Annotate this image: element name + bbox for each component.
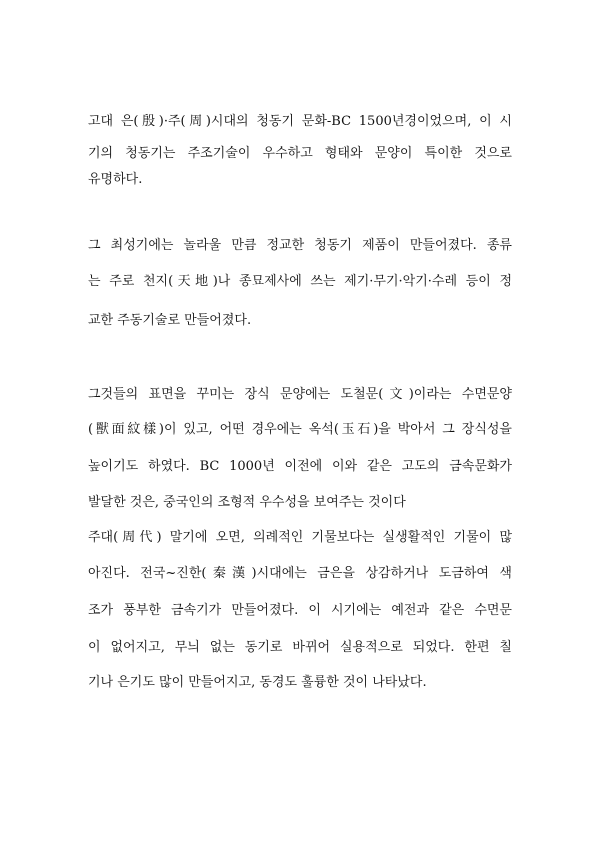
- paragraph-3-line-6: 아진다. 전국~진한(秦漢)시대에는 금은을 상감하거나 도금하여 색: [88, 566, 512, 581]
- paragraph-1-line-3: 유명하다.: [88, 172, 143, 187]
- paragraph-3-line-4: 발달한 것은, 중국인의 조형적 우수성을 보여주는 것이다: [88, 495, 406, 510]
- paragraph-2-line-1: 그 최성기에는 놀라울 만큼 정교한 청동기 제품이 만들어졌다. 종류: [88, 238, 512, 253]
- paragraph-2-line-3: 교한 주동기술로 만들어졌다.: [88, 313, 252, 328]
- paragraph-3-line-1: 그것들의 표면을 꾸미는 장식 문양에는 도철문(文)이라는 수면문양: [88, 387, 512, 402]
- paragraph-3-line-7: 조가 풍부한 금속기가 만들어졌다. 이 시기에는 예전과 같은 수면문: [88, 603, 512, 618]
- paragraph-3-line-5: 주대(周代) 말기에 오면, 의례적인 기물보다는 실생활적인 기물이 많: [88, 530, 512, 545]
- paragraph-3-line-8: 이 없어지고, 무늬 없는 동기로 바뀌어 실용적으로 되었다. 한편 칠: [88, 640, 512, 655]
- paragraph-2-line-2: 는 주로 천지(天地)나 종묘제사에 쓰는 제기·무기·악기·수레 등이 정: [88, 274, 512, 289]
- paragraph-1-line-1: 고대 은(殷)·주(周)시대의 청동기 문화-BC 1500년경이었으며, 이 시: [88, 114, 512, 129]
- paragraph-3-line-2: (獸面紋樣)이 있고, 어떤 경우에는 옥석(玉石)을 박아서 그 장식성을: [88, 422, 512, 437]
- paragraph-3-line-3: 높이기도 하였다. BC 1000년 이전에 이와 같은 고도의 금속문화가: [88, 459, 512, 474]
- paragraph-1-line-2: 기의 청동기는 주조기술이 우수하고 형태와 문양이 특이한 것으로: [88, 146, 512, 161]
- paragraph-3-line-9: 기나 은기도 많이 만들어지고, 동경도 훌륭한 것이 나타났다.: [88, 675, 427, 690]
